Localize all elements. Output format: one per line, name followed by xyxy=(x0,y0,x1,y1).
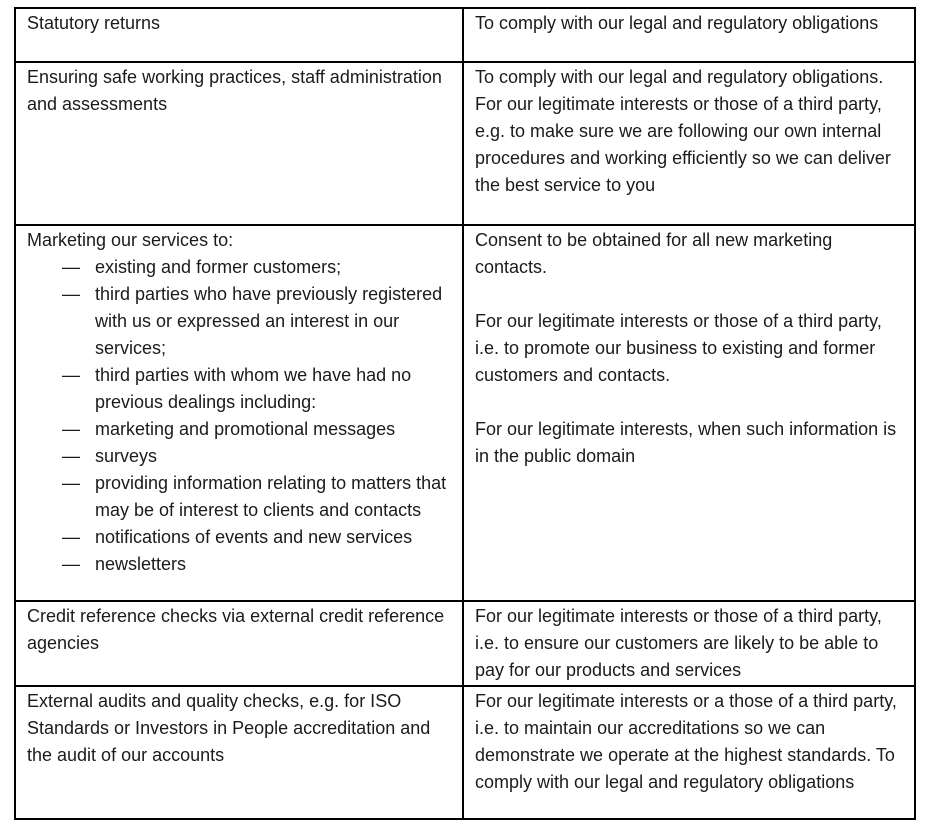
lawful-basis-paragraph: To comply with our legal and regulatory obligations. For our legitimate interests or those of a third party, e.g. to make sure we are following our own internal procedures and working efficiently so we can deliver the best service to you xyxy=(475,67,891,195)
table-row xyxy=(15,686,915,819)
list-item-text: third parties with whom we have had no previous dealings including: xyxy=(95,365,412,412)
list-item xyxy=(27,254,451,281)
dash-bullet-icon: — xyxy=(62,419,80,439)
list-item xyxy=(27,281,451,362)
lawful-basis-cell xyxy=(463,8,915,62)
lawful-basis-cell xyxy=(463,225,915,601)
purpose-text: Ensuring safe working practices, staff administration and assessments xyxy=(27,67,442,114)
lawful-basis-cell xyxy=(463,686,915,819)
list-item xyxy=(27,416,451,443)
dash-bullet-icon: — xyxy=(62,527,80,547)
list-item-text: marketing and promotional messages xyxy=(95,419,396,439)
lawful-basis-cell xyxy=(463,62,915,225)
dash-bullet-icon: — xyxy=(62,554,80,574)
list-item xyxy=(27,362,451,416)
marketing-bullet-list xyxy=(27,254,451,578)
purpose-cell xyxy=(15,225,463,601)
lawful-basis-paragraph: Consent to be obtained for all new marketing contacts. xyxy=(475,230,833,277)
lawful-basis-paragraph: For our legitimate interests, when such information is in the public domain xyxy=(475,419,897,466)
lawful-basis-paragraph: To comply with our legal and regulatory obligations xyxy=(475,13,879,33)
list-item xyxy=(27,443,451,470)
list-item-text: providing information relating to matters that may be of interest to clients and contacts xyxy=(95,473,447,520)
lawful-basis-paragraph: For our legitimate interests or those of a third party, i.e. to ensure our customers are likely to be able to pay for our products and services xyxy=(475,606,882,680)
dash-bullet-icon: — xyxy=(62,257,80,277)
purpose-text: Statutory returns xyxy=(27,13,161,33)
purpose-cell xyxy=(15,8,463,62)
lawful-basis-paragraph: For our legitimate interests or those of a third party, i.e. to promote our business to existing and former customers and contacts. xyxy=(475,311,882,385)
purpose-cell xyxy=(15,601,463,686)
list-item-text: surveys xyxy=(95,446,158,466)
table-row xyxy=(15,8,915,62)
purpose-cell xyxy=(15,62,463,225)
list-item xyxy=(27,524,451,551)
dash-bullet-icon: — xyxy=(62,365,80,385)
list-item-text: notifications of events and new services xyxy=(95,527,413,547)
dash-bullet-icon: — xyxy=(62,284,80,304)
dash-bullet-icon: — xyxy=(62,446,80,466)
list-item-text: third parties who have previously registered with us or expressed an interest in our services; xyxy=(95,284,443,358)
purpose-text: Marketing our services to: xyxy=(27,230,234,250)
purpose-text: External audits and quality checks, e.g. for ISO Standards or Investors in People accreditation and the audit of our accounts xyxy=(27,691,431,765)
list-item-text: newsletters xyxy=(95,554,187,574)
dash-bullet-icon: — xyxy=(62,473,80,493)
lawful-basis-paragraph: For our legitimate interests or a those of a third party, i.e. to maintain our accreditations so we can demonstrate we operate at the highest standards. To comply with our legal and regulatory obligations xyxy=(475,691,897,792)
purpose-text: Credit reference checks via external credit reference agencies xyxy=(27,606,445,653)
list-item-text: existing and former customers; xyxy=(95,257,342,277)
lawful-basis-cell xyxy=(463,601,915,686)
purpose-cell xyxy=(15,686,463,819)
table-row xyxy=(15,601,915,686)
table-row xyxy=(15,225,915,601)
list-item xyxy=(27,551,451,578)
list-item xyxy=(27,470,451,524)
processing-purposes-table xyxy=(14,7,916,820)
table-row xyxy=(15,62,915,225)
